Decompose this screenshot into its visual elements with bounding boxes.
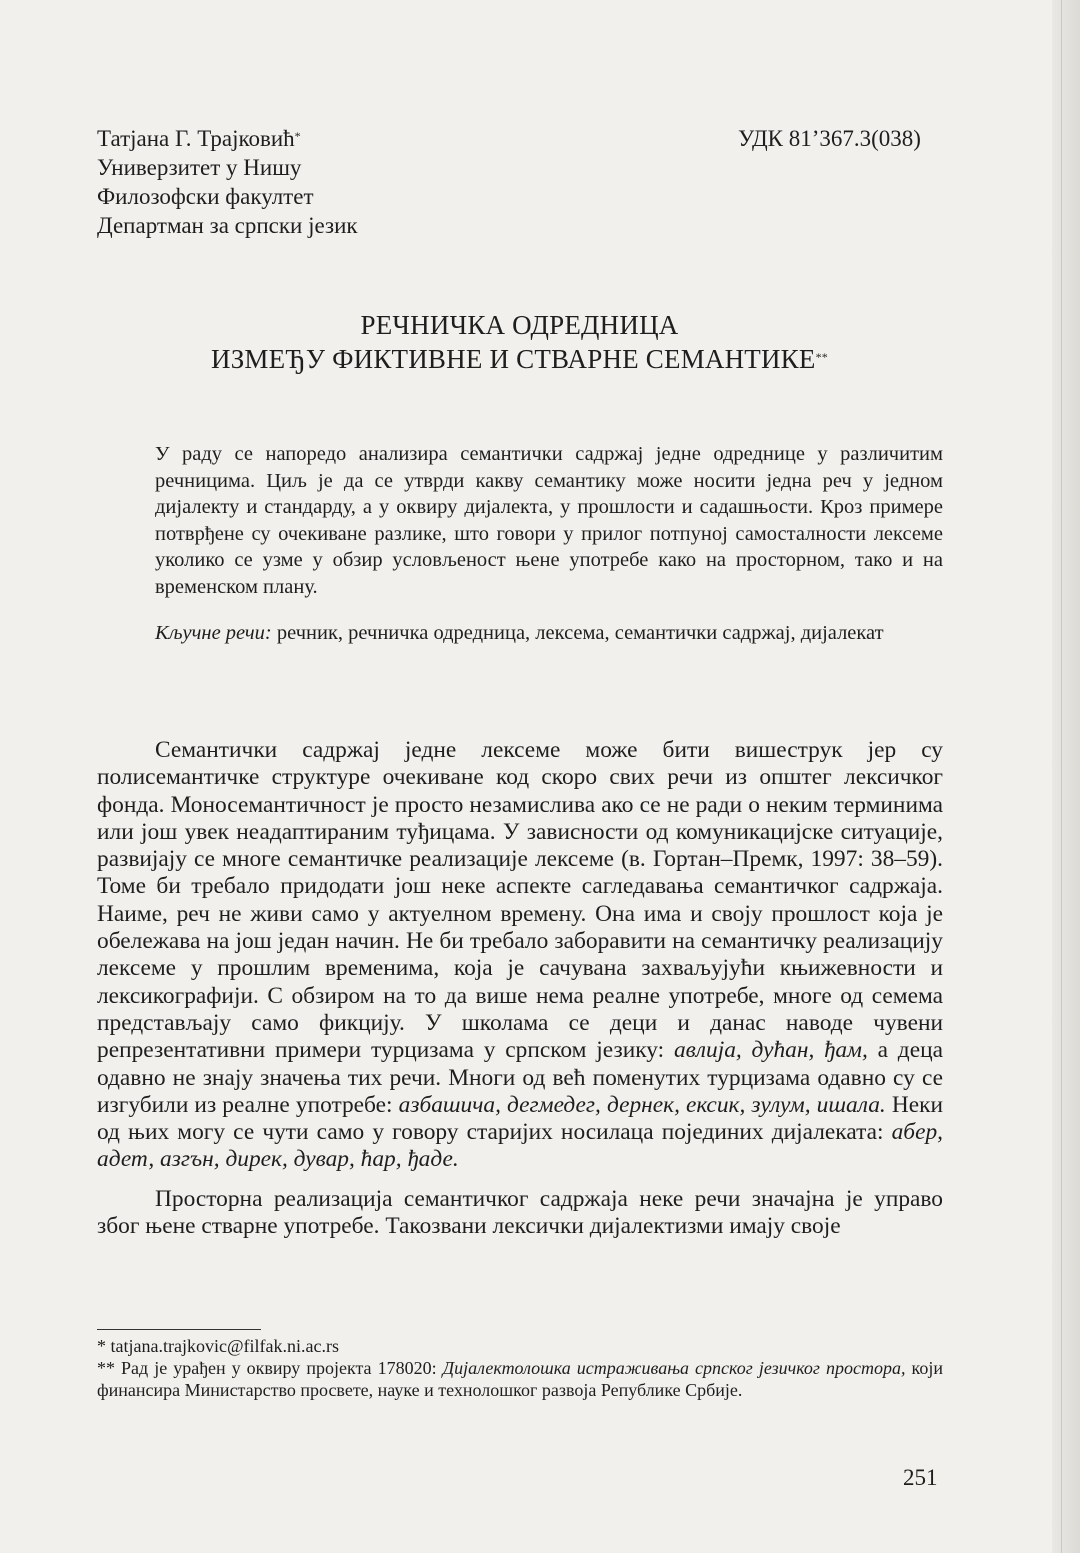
footnotes — [97, 1335, 943, 1401]
page-edge-line — [1061, 0, 1062, 1553]
title-line-2: ИЗМЕЂУ ФИКТИВНЕ И СТВАРНЕ СЕМАНТИКЕ** — [211, 344, 828, 374]
article-title — [97, 308, 942, 376]
author-name: Татјана Г. Трајковић* — [97, 126, 301, 151]
page-edge — [1052, 0, 1080, 1553]
keywords-label: Кључне речи: — [155, 622, 272, 644]
page-number: 251 — [903, 1465, 938, 1490]
udk-code: УДК 81’367.3(038) — [738, 126, 921, 151]
affiliation-department: Департман за српски језик — [97, 213, 358, 238]
footnote-1: * tatjana.trajkovic@filfak.ni.ac.rs — [97, 1336, 339, 1356]
affiliation-faculty: Филозофски факултет — [97, 184, 314, 209]
footnote-2: ** Рад је урађен у оквиру пројекта 178020: Дијалектолошка истраживања српског језичког простора, који финансира Министарство просвете, науке и технолошког развоја Републике Србије. — [97, 1358, 943, 1400]
affiliation-university: Универзитет у Нишу — [97, 155, 302, 180]
author-block — [97, 124, 358, 240]
paragraph-1: Семантички садржај једне лексеме може бити вишеструк јер су полисемантичке структуре очекиване код скоро свих речи из општег лексичког фонда. Моносемантичност је просто незамислива ако се не ради о неким терминима или још увек неадаптираним туђицама. У зависности од комуникацијске ситуације, развијају се многе семантичке реализације лексеме (в. Гортан–Премк, 1997: 38–59). Томе би требало придодати још неке аспекте сагледавања семантичког садржаја. Наиме, реч не живи само у актуелном времену. Она има и своју прошлост која је обележава на још један начин. Не би требало заборавити на семантичку реализацију лексеме у прошлим временима, која је сачувана захваљујући књижевности и лексикографији. С обзиром на то да више нема реалне употребе, многе од семема представљају само фикцију. У школама се деци и данас наводе чувени репрезентативни примери турцизама у српском језику: авлија, дућан, ђам, а деца одавно не знају значења тих речи. Многи од већ поменутих турцизама одавно су се изгубили из реалне употребе: азбашича, дегмедег, дернек, ексик, зулум, ишала. Неки од њих могу се чути само у говору старијих носилаца појединих дијалеката: абер, адет, азгън, дирек, дувар, ћар, ђаде. — [97, 737, 943, 1173]
keywords-list: речник, речничка одредница, лексема, семантички садржај, дијалекат — [276, 622, 884, 644]
body-text — [97, 737, 943, 1240]
paragraph-2: Просторна реализација семантичког садржаја неке речи значајна је управо због њене стварне употребе. Такозвани лексички дијалектизми имају своје — [97, 1185, 943, 1240]
abstract-text: У раду се напоредо анализира семантички садржај једне одреднице у различитим речницима. Циљ је да се утврди какву семантику може носити једна реч у једном дијалекту и стандарду, а у оквиру дијалекта, у прошлости и садашњости. Кроз примере потврђене су очекиване разлике, што говори у прилог потпуној самосталности лексеме уколико се узме у обзир условљеност њене употребе како на просторном, тако и на временском плану. — [155, 443, 943, 598]
keywords — [155, 620, 943, 647]
abstract — [155, 441, 943, 600]
title-line-1: РЕЧНИЧКА ОДРЕДНИЦА — [360, 310, 679, 340]
footnote-divider — [97, 1329, 261, 1330]
